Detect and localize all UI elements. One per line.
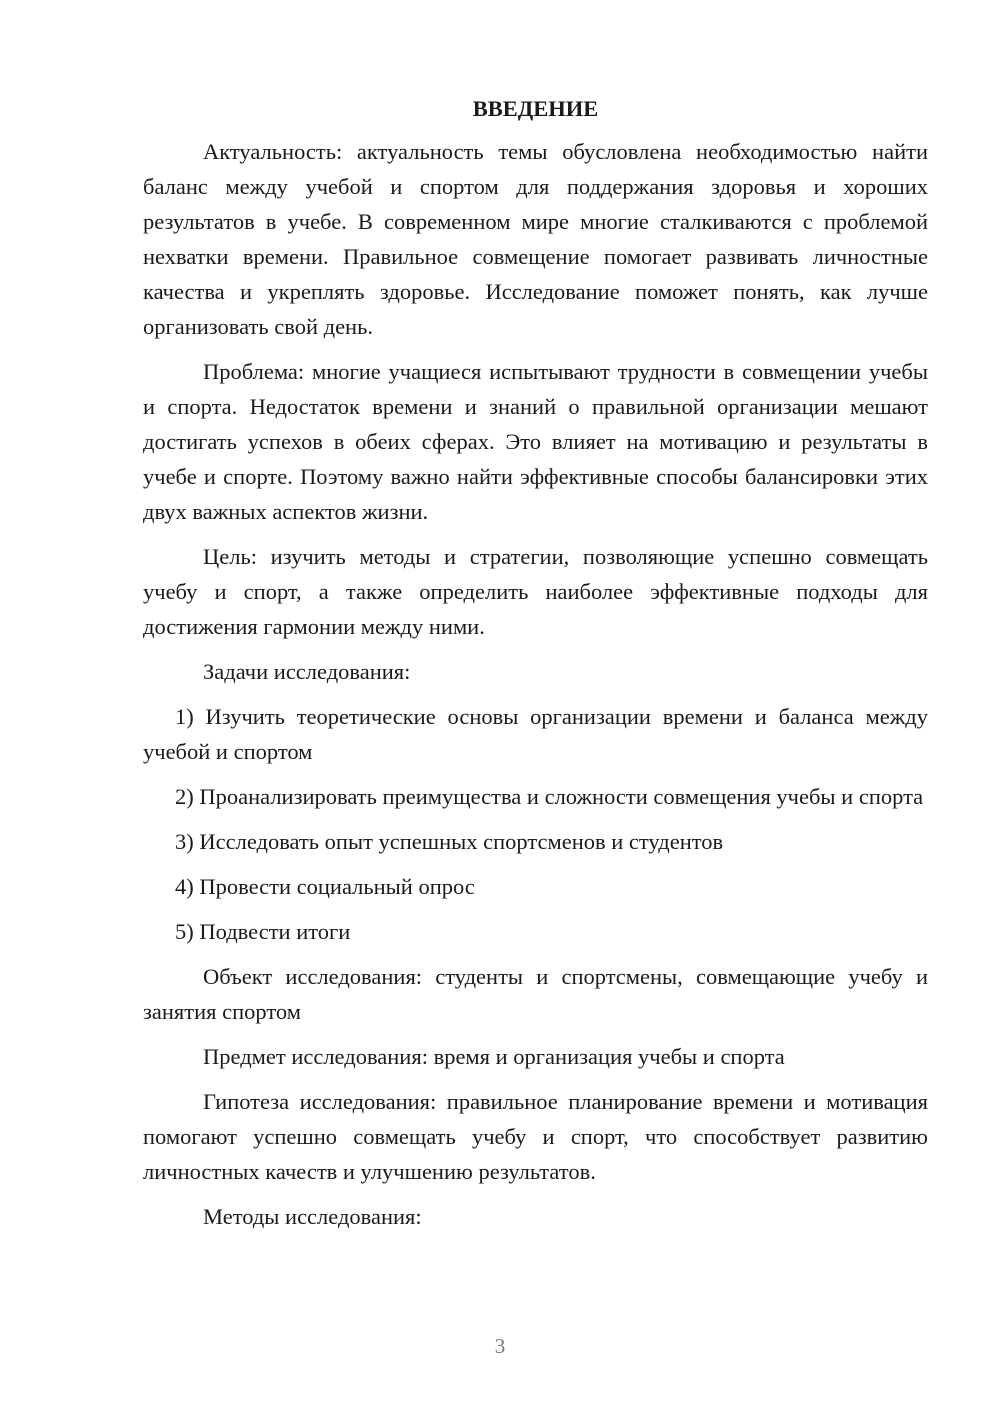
section-title: ВВЕДЕНИЕ	[472, 96, 599, 121]
paragraph-problem: Проблема: многие учащиеся испытывают трудности в совмещении учебы и спорта. Недостаток времени и знаний о правильной организации мешают достигать успехов в обеих сферах. Это влияет на мотивацию и результаты в учебе и спорте. Поэтому важно найти эффективные способы балансировки этих двух важных аспектов жизни.	[143, 359, 928, 524]
tasks-heading: Задачи исследования:	[203, 659, 411, 684]
methods-heading: Методы исследования:	[203, 1204, 422, 1229]
task-item-1: 1) Изучить теоретические основы организации времени и баланса между учебой и спортом	[143, 704, 928, 764]
paragraph-relevance: Актуальность: актуальность темы обусловлена необходимостью найти баланс между учебой и спортом для поддержания здоровья и хороших результатов в учебе. В современном мире многие сталкиваются с проблемой нехватки времени. Правильное совмещение помогает развивать личностные качества и укреплять здоровье. Исследование поможет понять, как лучше организовать свой день.	[143, 139, 928, 339]
paragraph-object: Объект исследования: студенты и спортсмены, совмещающие учебу и занятия спортом	[143, 964, 928, 1024]
paragraph-subject: Предмет исследования: время и организация учебы и спорта	[203, 1044, 785, 1069]
paragraph-hypothesis: Гипотеза исследования: правильное планирование времени и мотивация помогают успешно совмещать учебу и спорт, что способствует развитию личностных качеств и улучшению результатов.	[143, 1089, 928, 1184]
task-item-4: 4) Провести социальный опрос	[175, 874, 475, 899]
page-number: 3	[494, 1334, 506, 1358]
task-item-2: 2) Проанализировать преимущества и сложности совмещения учебы и спорта	[175, 784, 924, 809]
task-item-5: 5) Подвести итоги	[175, 919, 351, 944]
document-page	[143, 94, 928, 1244]
paragraph-goal: Цель: изучить методы и стратегии, позволяющие успешно совмещать учебу и спорт, а также определить наиболее эффективные подходы для достижения гармонии между ними.	[143, 544, 928, 639]
task-item-3: 3) Исследовать опыт успешных спортсменов и студентов	[175, 829, 724, 854]
